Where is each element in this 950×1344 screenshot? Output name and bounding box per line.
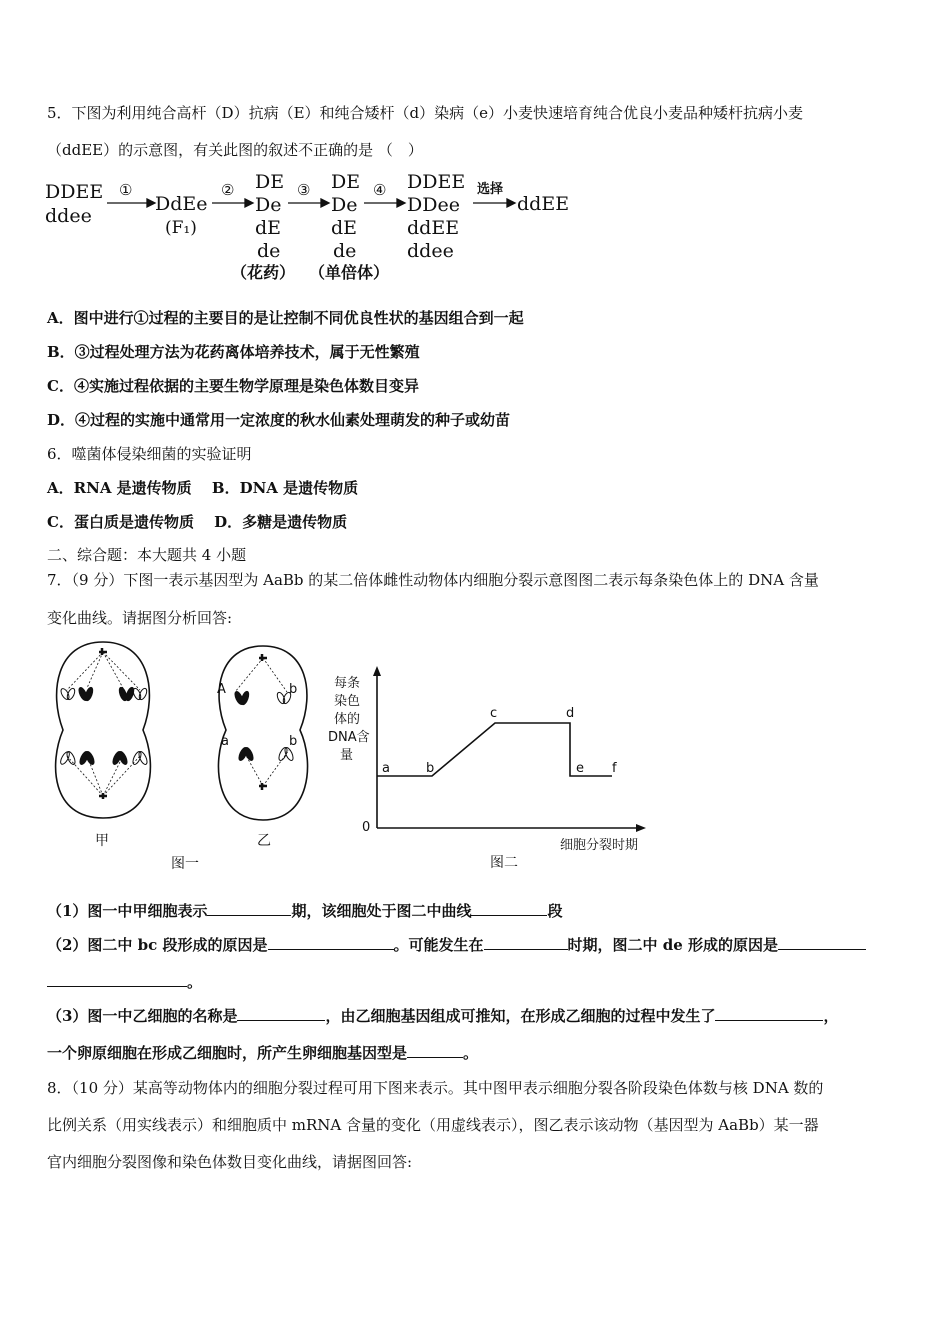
figure-1-caption: 图一 [171,856,199,872]
q7-sub2-text-c: 时期，图二中 de 形成的原因是 [567,936,779,954]
q7-sub2 [47,935,866,955]
gamete-de-3: dE [255,217,282,239]
haploid-label: （单倍体） [309,263,390,282]
point-b: b [426,761,435,776]
f1-genotype: DdEe [155,193,208,215]
q6-options-cd: C．蛋白质是遗传物质 D．多糖是遗传物质 [47,513,348,531]
answer-blank-3[interactable] [268,935,394,950]
step-4-marker: ④ [373,181,387,199]
q8-stem-line3: 官内细胞分裂图像和染色体数目变化曲线，请据图回答: [47,1153,413,1171]
gamete-de-4: de [257,240,281,262]
select-label: 选择 [477,182,504,197]
y-label-line3: 体的 [334,712,361,727]
q7-sub2-text-a: （2）图二中 bc 段形成的原因是 [47,936,268,954]
q7-sub3-text-a: （3）图一中乙细胞的名称是 [47,1007,238,1025]
haploid-4: de [333,240,357,262]
y-label-line1: 每条 [334,676,361,691]
anther-label: （花药） [231,263,296,282]
q7-sub1-text-c: 段 [547,902,563,920]
y-label-line4: DNA含 [328,730,370,745]
q7-sub3-text-e: 。 [463,1044,479,1062]
q7-sub1 [47,901,562,921]
q5-option-b: B．③过程处理方法为花药离体培养技术，属于无性繁殖 [47,343,420,361]
origin-label: 0 [362,820,371,835]
answer-blank-5[interactable] [778,935,866,950]
cell-yi-label: 乙 [257,833,271,849]
q6-options-ab: A．RNA 是遗传物质 B．DNA 是遗传物质 [47,479,359,497]
cell-jia-label: 甲 [95,833,109,849]
cell-drawings [45,638,335,873]
point-d: d [566,706,575,721]
haploid-1: DE [331,171,361,193]
q5-stem-line1: 5．下图为利用纯合高杆（D）抗病（E）和纯合矮杆（d）染病（e）小麦快速培育纯合优良小麦品种矮杆抗病小麦 [47,104,804,122]
answer-blank-8[interactable] [407,1043,463,1058]
gene-label-b-top: b [289,682,298,697]
step-2-marker: ② [221,181,235,199]
diploid-1: DDEE [407,171,466,193]
x-axis-label: 细胞分裂时期 [560,838,639,853]
q7-sub2-cont [47,972,202,992]
q7-sub3-text-c: ， [823,1007,839,1025]
q7-stem-line1: 7．（9 分）下图一表示基因型为 AaBb 的某二倍体雌性动物体内细胞分裂示意图图二表示每条染色体上的 DNA 含量 [47,571,819,589]
step-3-marker: ③ [297,181,311,199]
point-a: a [382,761,390,776]
q8-stem-line1: 8．（10 分）某高等动物体内的细胞分裂过程可用下图来表示。其中图甲表示细胞分裂各阶段染色体数与核 DNA 数的 [47,1079,824,1097]
gene-label-a: a [221,734,229,749]
point-e: e [576,761,584,776]
q7-sub1-text-a: （1）图一中甲细胞表示 [47,902,208,920]
step-1-marker: ① [119,181,133,199]
section-heading: 二、综合题：本大题共 4 小题 [47,546,247,564]
haploid-3: dE [331,217,358,239]
figure-2-caption: 图二 [490,855,518,871]
figure-1 [45,638,335,873]
answer-blank-7[interactable] [715,1006,823,1021]
q8-stem-line2: 比例关系（用实线表示）和细胞质中 mRNA 含量的变化（用虚线表示），图乙表示该动物（基因型为 AaBb）某一器 [47,1116,819,1134]
gamete-de-2: De [255,194,282,216]
diploid-3: ddEE [407,217,460,239]
result-genotype: ddEE [517,193,570,215]
q6-stem: 6．噬菌体侵染细菌的实验证明 [47,445,252,463]
gamete-de-1: DE [255,171,285,193]
answer-blank-1[interactable] [207,901,291,916]
answer-blank-4[interactable] [484,935,568,950]
answer-blank-6[interactable] [237,1006,325,1021]
figure-2 [320,660,660,870]
q7-sub2-text-d: 。 [187,973,203,991]
y-label-line5: 量 [340,748,354,763]
q7-sub3-text-b: ，由乙细胞基因组成可推知，在形成乙细胞的过程中发生了 [325,1007,716,1025]
point-c: c [490,706,498,721]
parent-ddee-low: ddee [45,205,92,227]
diploid-4: ddee [407,240,454,262]
diploid-2: DDee [407,194,460,216]
y-label-line2: 染色 [334,694,361,709]
q7-sub3-text-d: 一个卵原细胞在形成乙细胞时，所产生卵细胞基因型是 [47,1044,408,1062]
answer-blank-2[interactable] [471,901,547,916]
breeding-diagram [45,170,605,285]
point-f: f [612,761,617,776]
q5-option-a: A．图中进行①过程的主要目的是让控制不同优良性状的基因组合到一起 [47,309,524,327]
q7-sub3 [47,1006,838,1026]
q7-stem-line2: 变化曲线。请据图分析回答: [47,609,233,627]
q7-sub3-cont [47,1043,478,1063]
q5-stem-line2: （ddEE）的示意图，有关此图的叙述不正确的是 （ ） [47,141,423,159]
q7-sub1-text-b: 期，该细胞处于图二中曲线 [291,902,472,920]
haploid-2: De [331,194,358,216]
answer-blank-5-cont[interactable] [47,972,187,987]
parent-ddee-high: DDEE [45,181,104,203]
f1-label: (F₁) [165,218,197,238]
gene-label-A: A [217,682,226,697]
q7-sub2-text-b: 。可能发生在 [393,936,484,954]
q5-option-c: C．④实施过程依据的主要生物学原理是染色体数目变异 [47,377,419,395]
q5-option-d: D．④过程的实施中通常用一定浓度的秋水仙素处理萌发的种子或幼苗 [47,411,511,429]
gene-label-b-bottom: b [289,734,298,749]
